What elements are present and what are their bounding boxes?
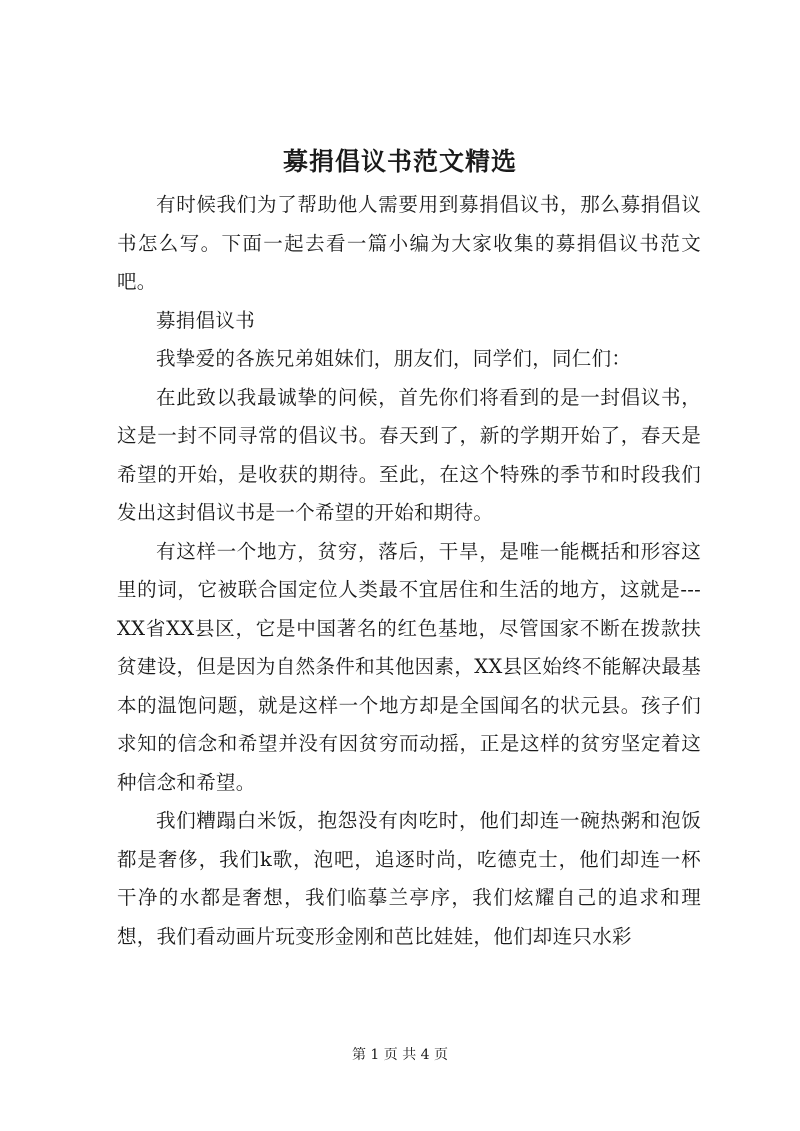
paragraph-place: 有这样一个地方，贫穷，落后，干旱，是唯一能概括和形容这里的词，它被联合国定位人类最不宜居住和生活的地方，这就是---XX省XX县区，它是中国著名的红色基地，尽管国家不断在拨款扶贫建设，但是因为自然条件和其他因素，XX县区始终不能解决最基本的温饱问题，就是这样一个地方却是全国闻名的状元县。孩子们求知的信念和希望并没有因贫穷而动摇，正是这样的贫穷坚定着这种信念和希望。 (117, 539, 701, 794)
document-title: 募捐倡议书范文精选 (282, 147, 517, 176)
paragraph-heading: 募捐倡议书 (156, 308, 256, 332)
paragraph-contrast: 我们糟蹋白米饭，抱怨没有肉吃时，他们却连一碗热粥和泡饭都是奢侈，我们k歌，泡吧，追逐时尚，吃德克士，他们却连一杯干净的水都是奢想，我们临摹兰亭序，我们炫耀自己的追求和理想，我们看动画片玩变形金刚和芭比娃娃，他们却连只水彩 (117, 809, 701, 948)
paragraph-intro: 有时候我们为了帮助他人需要用到募捐倡议书，那么募捐倡议书怎么写。下面一起去看一篇小编为大家收集的募捐倡议书范文吧。 (117, 193, 701, 293)
document-body (117, 186, 701, 956)
paragraph-greeting: 在此致以我最诚挚的问候，首先你们将看到的是一封倡议书，这是一封不同寻常的倡议书。春天到了，新的学期开始了，春天是希望的开始，是收获的期待。至此，在这个特殊的季节和时段我们发出这封倡议书是一个希望的开始和期待。 (117, 385, 701, 524)
page-footer: 第 1 页 共 4 页 (351, 1047, 449, 1063)
paragraph-salutation: 我挚爱的各族兄弟姐妹们，朋友们，同学们，同仁们： (156, 347, 632, 370)
